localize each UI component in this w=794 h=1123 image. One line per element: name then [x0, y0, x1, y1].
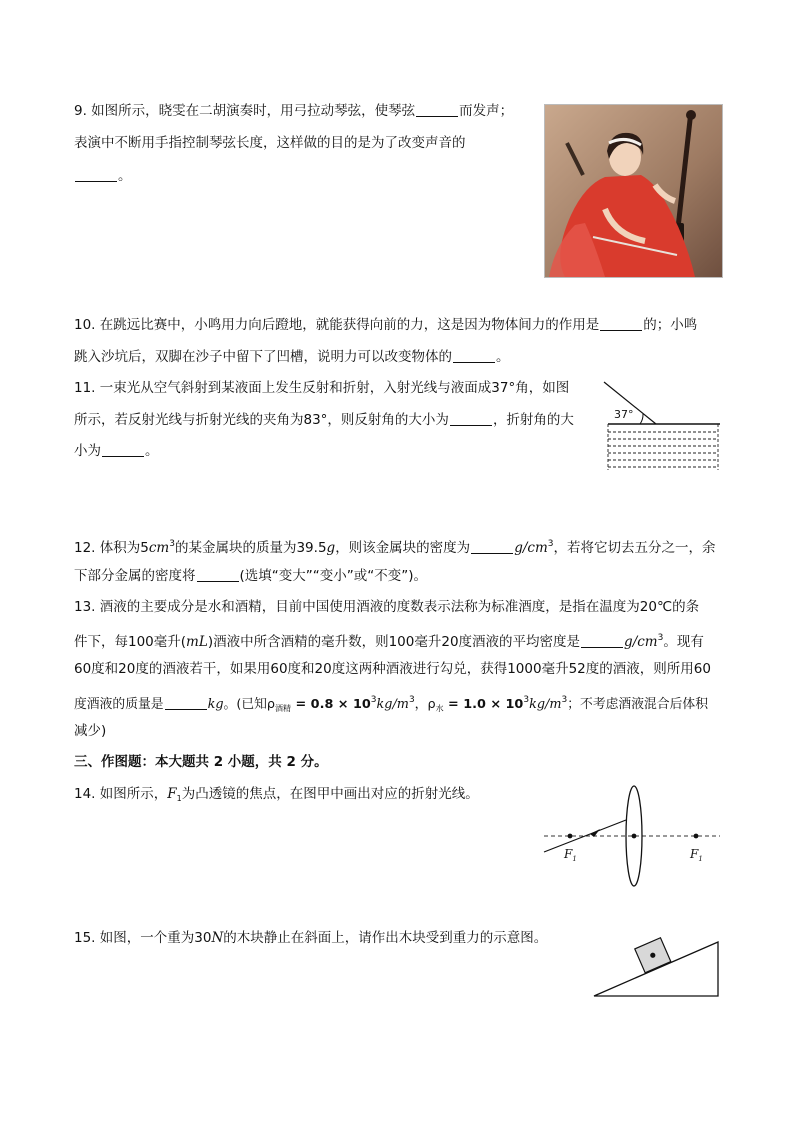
answer-blank[interactable] — [416, 101, 458, 117]
answer-blank[interactable] — [453, 347, 495, 363]
q10-line1: 10. 在跳远比赛中，小鸣用力向后蹬地，就能获得向前的力，这是因为物体间力的作用是 的；小鸣 — [74, 317, 698, 333]
q13-line4: 度酒液的质量是 kg。(已知$\rho_{酒精} = 0.8 \times 10^3kg/m^3$，$\rho_水 = 1.0 \times 10^3kg/m^3$；不考虑酒液混合后体积 — [74, 695, 708, 713]
q9-line3: 。 — [74, 161, 132, 192]
answer-blank[interactable] — [600, 315, 642, 331]
liquid-hatching — [608, 432, 718, 467]
answer-blank[interactable] — [197, 566, 239, 582]
erhu-performer-photo — [544, 104, 723, 278]
focus-label-right: $F_1$ — [690, 847, 703, 863]
q12-line1: 12. 体积为$5cm^3$的某金属块的质量为39.5g，则该金属块的密度为 $g/cm^3$，若将它切去五分之一，余 — [74, 539, 716, 556]
q13-line2: 件下，每100毫升(mL)酒液中所含酒精的毫升数，则100毫升20度酒液的平均密度是 $g/cm^3$。现有 — [74, 633, 704, 650]
q9-line2: 表演中不断用手指控制琴弦长度，这样做的目的是为了改变声音的 — [74, 135, 466, 151]
incline-block-figure — [590, 930, 722, 1000]
optical-center — [632, 834, 637, 839]
q13-line5: 减少) — [74, 723, 107, 739]
focus-point-right — [694, 834, 699, 839]
q10-line2: 跳入沙坑后，双脚在沙子中留下了凹槽，说明力可以改变物体的 。 — [74, 349, 510, 365]
convex-lens-figure — [540, 782, 722, 890]
q12-line2: 下部分金属的密度将 (选填“变大”“变小”或“不变”)。 — [74, 568, 427, 584]
answer-blank[interactable] — [102, 441, 144, 457]
answer-blank[interactable] — [581, 632, 623, 648]
reflection-refraction-figure — [600, 378, 724, 472]
q15-line1: 15. 如图，一个重为30N的木块静止在斜面上，请作出木块受到重力的示意图。 — [74, 930, 548, 946]
answer-blank[interactable] — [471, 538, 513, 554]
q9-line1: 9. 如图所示，晓雯在二胡演奏时，用弓拉动琴弦，使琴弦 而发声； — [74, 103, 514, 119]
answer-blank[interactable] — [450, 410, 492, 426]
section-heading: 三、作图题：本大题共 2 小题，共 2 分。 — [74, 754, 328, 770]
q11-line2: 所示，若反射光线与折射光线的夹角为83°，则反射角的大小为 ，折射角的大 — [74, 412, 574, 428]
erhu-performer-illustration — [545, 105, 722, 277]
q13-line3: 60度和20度的酒液若干，如果用60度和20度这两种酒液进行勾兑，获得1000毫升52度的酒液，则所用60 — [74, 661, 711, 677]
focus-label-left: $F_1$ — [564, 847, 577, 863]
q11-line1: 11. 一束光从空气斜射到某液面上发生反射和折射，入射光线与液面成37°角，如图 — [74, 380, 570, 396]
q13-line1: 13. 酒液的主要成分是水和酒精，目前中国使用酒液的度数表示法称为标准酒度，是指在温度为20℃的条 — [74, 599, 700, 615]
answer-blank[interactable] — [75, 166, 117, 182]
angle-label: 37° — [614, 408, 634, 421]
q11-line3: 小为 。 — [74, 443, 159, 459]
incident-ray — [544, 820, 626, 852]
focus-point-left — [568, 834, 573, 839]
q14-line1: 14. 如图所示，$F_1$为凸透镜的焦点，在图甲中画出对应的折射光线。 — [74, 786, 479, 803]
angle-arc — [640, 414, 643, 424]
answer-blank[interactable] — [165, 694, 207, 710]
